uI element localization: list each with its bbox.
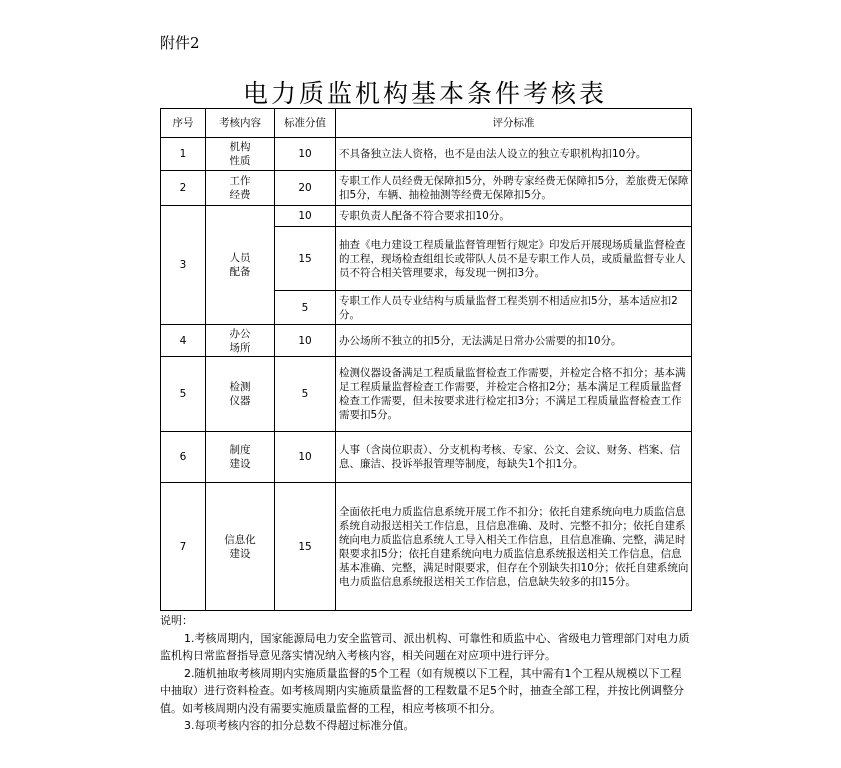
row-criteria: 检测仪器设备满足工程质量监督检查工作需要，并检定合格不扣分；基本满足工程质量监督检查工作需要，并检定合格扣2分；基本满足工程质量监督检查工作需要，但未按要求进行检定扣3分；不满足工程质量监督检查工作需要扣5分。 (336, 357, 692, 432)
row-criteria: 不具备独立法人资格，也不是由法人设立的独立专职机构扣10分。 (336, 138, 692, 171)
table-row (161, 325, 692, 357)
header-no: 序号 (161, 109, 206, 138)
row-item: 人员 配备 (206, 206, 275, 325)
notes-label: 说明： (160, 614, 193, 627)
row-no: 7 (161, 483, 206, 611)
note-item: 2.随机抽取考核周期内实施质量监督的5个工程（如有规模以下工程，其中需有1个工程从规模以下工程中抽取）进行资料检查。如考核周期内实施质量监督的工程数量不足5个时，抽查全部工程，并按比例调整分值。如考核周期内没有需要实施质量监督的工程，相应考核项不扣分。 (160, 666, 684, 715)
row-item: 检测 仪器 (206, 357, 275, 432)
attachment-label: 附件2 (160, 34, 200, 52)
assessment-table (160, 108, 692, 611)
row-criteria: 全面依托电力质监信息系统开展工作不扣分；依托自建系统向电力质监信息系统自动报送相关工作信息，且信息准确、及时、完整不扣分；依托自建系统向电力质监信息系统人工导入相关工作信息，且信息准确、完整，满足时限要求扣5分；依托自建系统向电力质监信息系统报送相关工作信息，信息基本准确、完整，满足时限要求，但存在个别缺失扣10分；依托自建系统向电力质监信息系统报送相关工作信息，信息缺失较多的扣15分。 (336, 483, 692, 611)
notes-section (160, 612, 691, 735)
row-score: 5 (275, 357, 336, 432)
table-row (161, 138, 692, 171)
header-item: 考核内容 (206, 109, 275, 138)
row-score: 15 (275, 227, 336, 291)
note-item: 1.考核周期内，国家能源局电力安全监管司、派出机构、可靠性和质监中心、省级电力管理部门对电力质监机构日常监督指导意见落实情况纳入考核内容，相关问题在对应项中进行评分。 (160, 631, 690, 662)
row-score: 10 (275, 206, 336, 227)
row-no: 5 (161, 357, 206, 432)
row-no: 4 (161, 325, 206, 357)
row-criteria: 人事（含岗位职责）、分支机构考核、专家、公文、会议、财务、档案、信息、廉洁、投诉举报管理等制度，每缺失1个扣1分。 (336, 432, 692, 483)
row-criteria: 办公场所不独立的扣5分，无法满足日常办公需要的扣10分。 (336, 325, 692, 357)
row-no: 3 (161, 206, 206, 325)
row-item: 机构 性质 (206, 138, 275, 171)
table-row (161, 171, 692, 206)
row-criteria: 专职负责人配备不符合要求扣10分。 (336, 206, 692, 227)
row-no: 1 (161, 138, 206, 171)
row-item: 工作 经费 (206, 171, 275, 206)
note-item: 3.每项考核内容的扣分总数不得超过标准分值。 (184, 719, 415, 732)
row-item: 信息化 建设 (206, 483, 275, 611)
row-score: 10 (275, 325, 336, 357)
row-no: 6 (161, 432, 206, 483)
row-criteria: 专职工作人员经费无保障扣5分，外聘专家经费无保障扣5分，差旅费无保障扣5分，车辆、抽检抽测等经费无保障扣5分。 (336, 171, 692, 206)
row-score: 15 (275, 483, 336, 611)
row-item: 制度 建设 (206, 432, 275, 483)
row-item: 办公 场所 (206, 325, 275, 357)
row-criteria: 抽查《电力建设工程质量监督管理暂行规定》印发后开展现场质量监督检查的工程，现场检查组组长或带队人员不是专职工作人员，或质量监督专业人员不符合相关管理要求，每发现一例扣3分。 (336, 227, 692, 291)
table-header-row (161, 109, 692, 138)
table-row (161, 206, 692, 227)
row-criteria: 专职工作人员专业结构与质量监督工程类别不相适应扣5分，基本适应扣2分。 (336, 291, 692, 325)
table-row (161, 357, 692, 432)
table-row (161, 483, 692, 611)
row-score: 5 (275, 291, 336, 325)
header-criteria: 评分标准 (336, 109, 692, 138)
row-score: 20 (275, 171, 336, 206)
row-no: 2 (161, 171, 206, 206)
row-score: 10 (275, 432, 336, 483)
table-row (161, 432, 692, 483)
document-title: 电力质监机构基本条件考核表 (242, 79, 607, 108)
row-score: 10 (275, 138, 336, 171)
header-score: 标准分值 (275, 109, 336, 138)
